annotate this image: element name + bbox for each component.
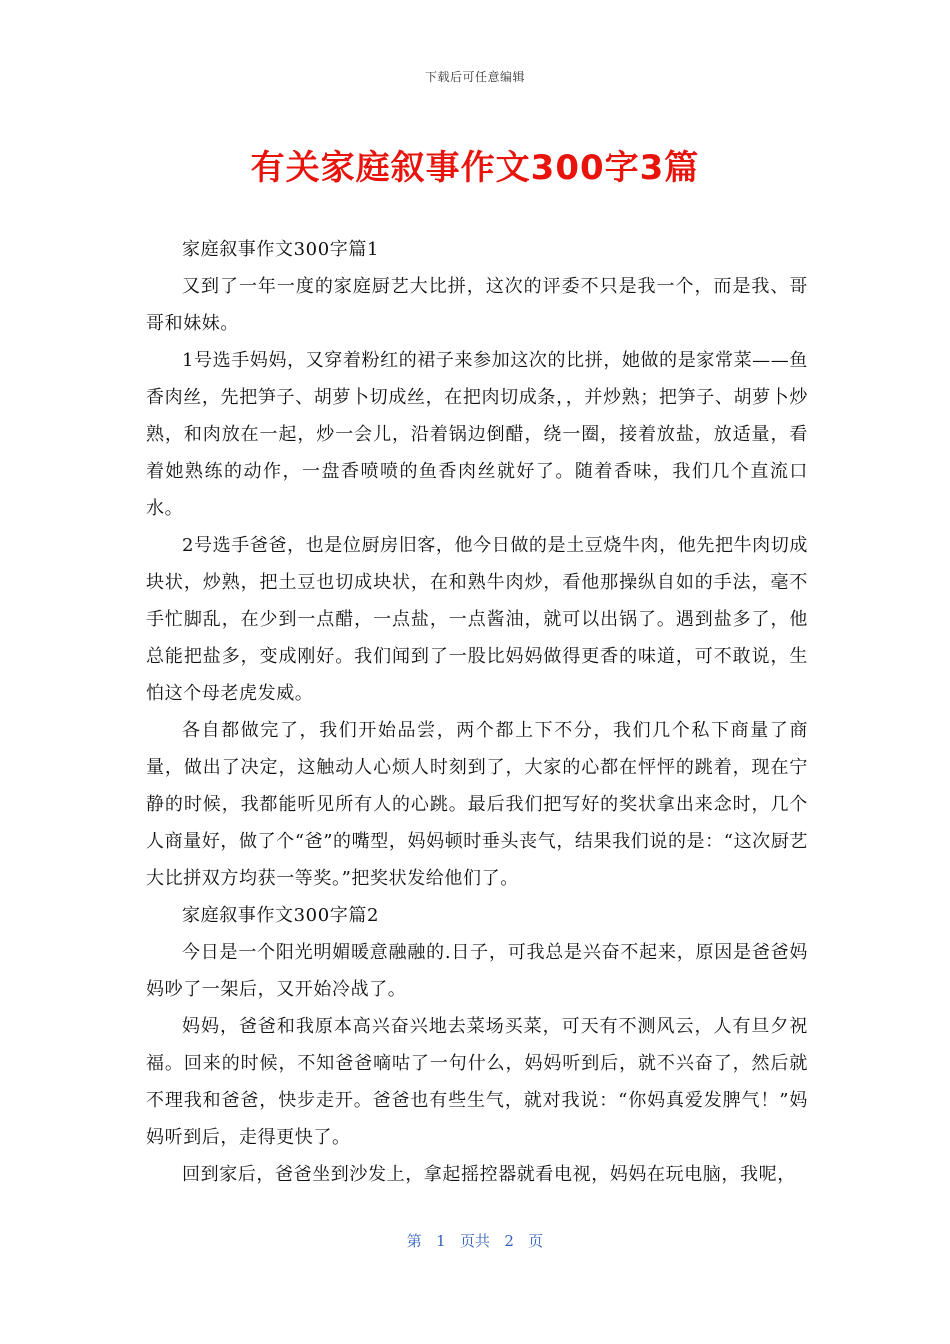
paragraph: 2号选手爸爸，也是位厨房旧客，他今日做的是土豆烧牛肉，他先把牛肉切成块状，炒熟，把土豆也切成块状，在和熟牛肉炒，看他那操纵自如的手法，毫不手忙脚乱，在少到一点醋，一点盐，一点酱油，就可以出锅了。遇到盐多了，他总能把盐多，变成刚好。我们闻到了一股比妈妈做得更香的味道，可不敢说，生怕这个母老虎发威。 xyxy=(146,535,808,704)
paragraph: 今日是一个阳光明媚暖意融融的.日子，可我总是兴奋不起来，原因是爸爸妈妈吵了一架后，又开始冷战了。 xyxy=(146,942,808,1000)
page-label-suffix: 页 xyxy=(528,1232,544,1250)
paragraph: 各自都做完了，我们开始品尝，两个都上下不分，我们几个私下商量了商量，做出了决定，这触动人心烦人时刻到了，大家的心都在怦怦的跳着，现在宁静的时候，我都能听见所有人的心跳。最后我们把写好的奖状拿出来念时，几个人商量好，做了个“爸”的嘴型，妈妈顿时垂头丧气，结果我们说的是：“这次厨艺大比拼双方均获一等奖。”把奖状发给他们了。 xyxy=(146,720,808,889)
page-label-middle: 页共 xyxy=(459,1232,490,1250)
paragraph: 妈妈，爸爸和我原本高兴奋兴地去菜场买菜，可天有不测风云，人有旦夕祝福。回来的时候，不知爸爸嘀咕了一句什么，妈妈听到后，就不兴奋了，然后就不理我和爸爸，快步走开。爸爸也有些生气，就对我说：“你妈真爱发脾气！”妈妈听到后，走得更快了。 xyxy=(146,1016,808,1148)
page-label-prefix: 第 xyxy=(406,1232,422,1250)
document-title: 有关家庭叙事作文300字3篇 xyxy=(250,148,700,188)
section-heading-2: 家庭叙事作文300字篇2 xyxy=(182,905,380,926)
section-heading-1: 家庭叙事作文300字篇1 xyxy=(182,239,380,260)
page-footer xyxy=(0,1230,950,1251)
total-pages-number: 2 xyxy=(504,1232,514,1250)
document-body xyxy=(146,231,808,1193)
current-page-number: 1 xyxy=(436,1232,446,1250)
paragraph: 回到家后，爸爸坐到沙发上，拿起摇控器就看电视，妈妈在玩电脑，我呢， xyxy=(182,1164,796,1185)
paragraph: 又到了一年一度的家庭厨艺大比拼，这次的评委不只是我一个，而是我、哥哥和妹妹。 xyxy=(146,276,808,334)
paragraph: 1号选手妈妈，又穿着粉红的裙子来参加这次的比拼，她做的是家常菜——鱼香肉丝，先把笋子、胡萝卜切成丝，在把肉切成条，，并炒熟；把笋子、胡萝卜炒熟，和肉放在一起，炒一会儿，沿着锅边倒醋，绕一圈，接着放盐，放适量，看着她熟练的动作，一盘香喷喷的鱼香肉丝就好了。随着香味，我们几个直流口水。 xyxy=(146,350,808,519)
header-note: 下载后可任意编辑 xyxy=(424,70,525,84)
